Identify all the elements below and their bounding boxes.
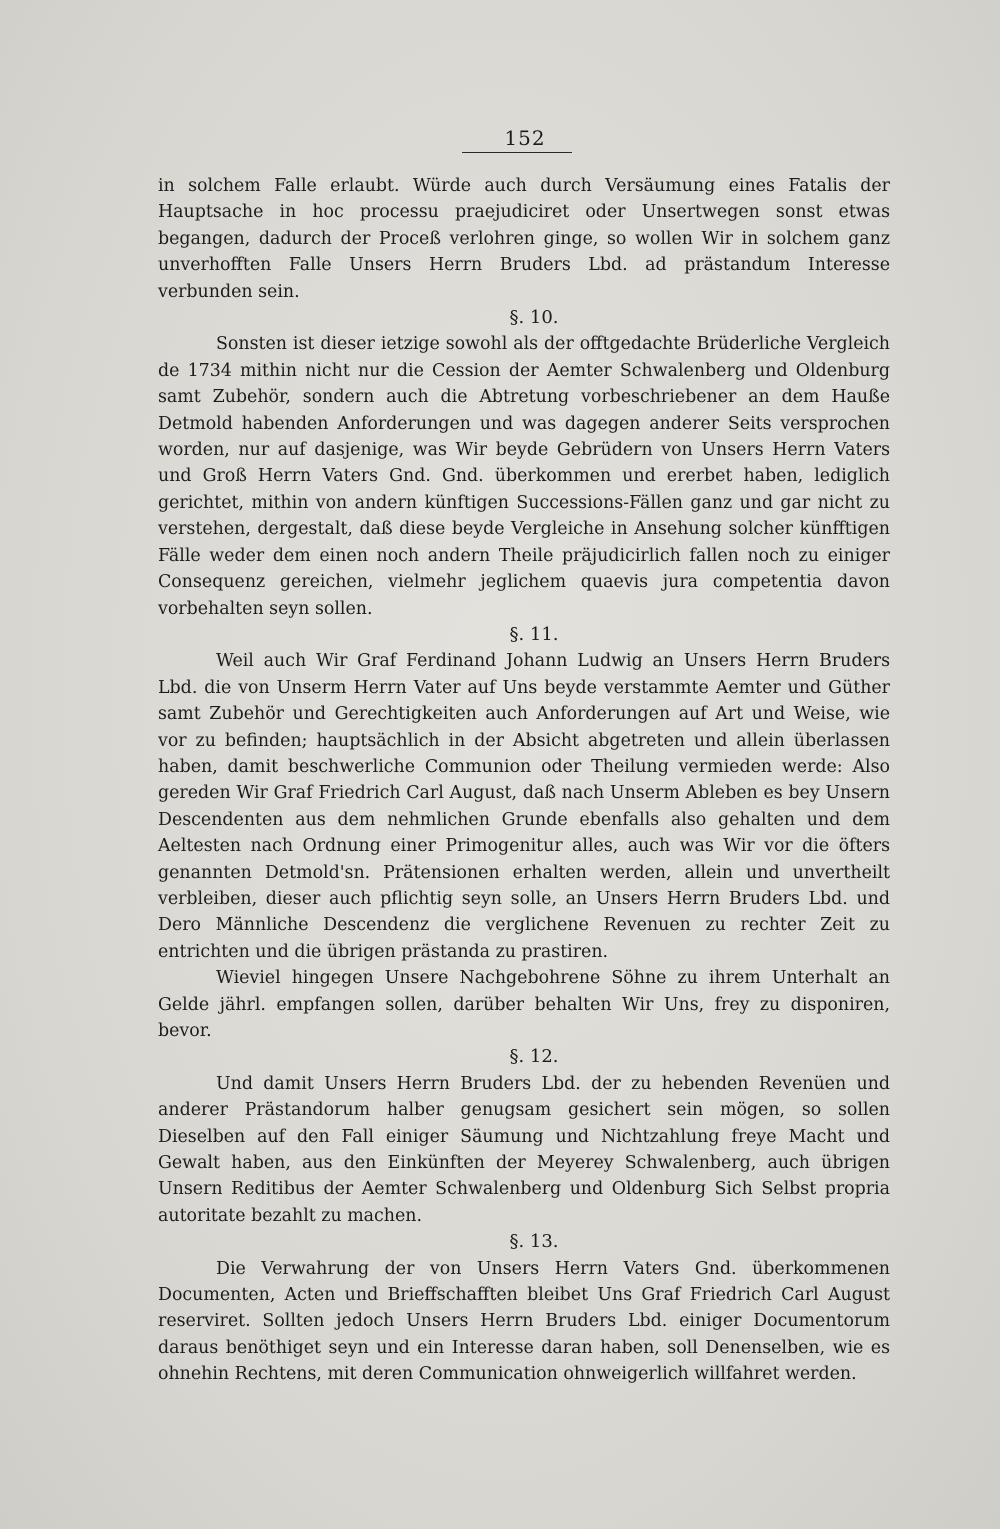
paragraph: Die Verwahrung der von Unsers Herrn Vaters Gnd. überkommenen Documenten, Acten und Brieffschafften bleibet Uns Graf Friedrich Carl August reserviret. Sollten jedoch Unsers Herrn Bruders Lbd. einiger Documentorum daraus benöthiget seyn und ein Interesse daran haben, soll Denenselben, wie es ohnehin Rechtens, mit deren Communication ohnweigerlich willfahret werden.	[158, 1258, 890, 1385]
paragraph: Sonsten ist dieser ietzige sowohl als der offtgedachte Brüderliche Vergleich de 1734 mithin nicht nur die Cession der Aemter Schwalenberg und Oldenburg samt Zubehör, sondern auch die Abtretung vorbeschriebener an dem Hauße Detmold habenden Anforderungen und was dagegen anderer Seits versprochen worden, nur auf dasjenige, was Wir beyde Gebrüdern von Unsers Herrn Vaters und Groß Herrn Vaters Gnd. Gnd. überkommen und ererbet haben, lediglich gerichtet, mithin von andern künftigen Successions-Fällen ganz und gar nicht zu verstehen, dergestalt, daß diese beyde Vergleiche in Ansehung solcher künfftigen Fälle weder dem einen noch andern Theile präjudicirlich fallen noch zu einiger Consequenz gereichen, vielmehr jeglichem quaevis jura competentia davon vorbehalten seyn sollen.	[158, 334, 890, 619]
section-heading: §. 13.	[509, 1231, 559, 1253]
paragraph: Wieviel hingegen Unsere Nachgebohrene Söhne zu ihrem Unterhalt an Gelde jährl. empfangen sollen, darüber behalten Wir Uns, frey zu disponiren, bevor.	[158, 968, 890, 1041]
section-heading: §. 12.	[509, 1046, 559, 1068]
paragraph: in solchem Falle erlaubt. Würde auch durch Versäumung eines Fatalis der Hauptsache in hoc processu praejudiciret oder Unsertwegen sonst etwas begangen, dadurch der Proceß verlohren ginge, so wollen Wir in solchem ganz unverhofften Falle Unsers Herrn Bruders Lbd. ad prästandum Interesse verbunden sein.	[158, 176, 890, 302]
body-text	[158, 173, 890, 1388]
section-heading: §. 11.	[509, 623, 559, 645]
paragraph: Und damit Unsers Herrn Bruders Lbd. der zu hebenden Revenüen und anderer Prästandorum halber genugsam gesichert sein mögen, so sollen Dieselben auf den Fall einiger Säumung und Nichtzahlung freye Macht und Gewalt haben, aus den Einkünften der Meyerey Schwalenberg, auch übrigen Unsern Reditibus der Aemter Schwalenberg und Oldenburg Sich Selbst propria autoritate bezahlt zu machen.	[158, 1073, 890, 1226]
paragraph: Weil auch Wir Graf Ferdinand Johann Ludwig an Unsers Herrn Bruders Lbd. die von Unserm Herrn Vater auf Uns beyde verstammte Aemter und Güther samt Zubehör und Gerechtigkeiten auch Anforderungen auf Art und Weise, wie vor zu befinden; hauptsächlich in der Absicht abgetreten und allein überlassen haben, damit beschwerliche Communion oder Theilung vermieden werde: Also gereden Wir Graf Friedrich Carl August, daß nach Unserm Ableben es bey Unsern Descendenten aus dem nehmlichen Grunde ebenfalls also gehalten und dem Aeltesten nach Ordnung einer Primogenitur alles, auch was Wir vor die öfters genannten Detmold'sn. Prätensionen erhalten werden, allein und unvertheilt verbleiben, dieser auch pflichtig seyn solle, an Unsers Herrn Bruders Lbd. und Dero Männliche Descendenz die verglichene Revenuen zu rechter Zeit zu entrichten und die übrigen prästanda zu prastiren.	[158, 651, 890, 962]
section-heading: §. 10.	[509, 307, 559, 329]
page-number-rule	[462, 152, 572, 153]
page-number: 152	[504, 126, 546, 150]
